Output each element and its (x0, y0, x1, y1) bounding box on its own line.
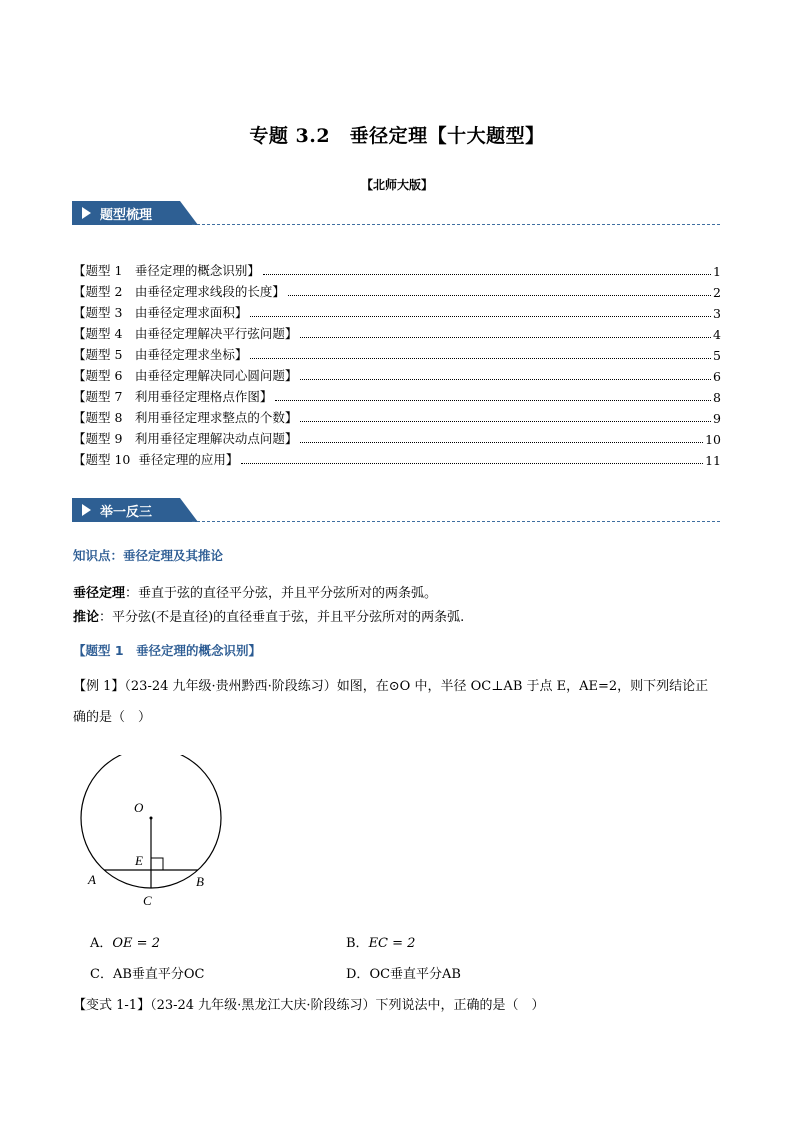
option-a-text: OE = 2 (112, 936, 160, 951)
section-overview-label: 题型梳理 (100, 208, 153, 223)
toc-row[interactable] (73, 405, 721, 426)
option-c-text: AB垂直平分OC (112, 967, 205, 982)
toc-label: 【题型 1 垂径定理的概念识别】 (73, 263, 260, 278)
toc-label: 【题型 9 利用垂径定理解决动点问题】 (73, 431, 298, 446)
option-d-text: OC垂直平分AB (369, 967, 461, 982)
toc-row[interactable] (73, 342, 721, 363)
page-title: 专题 3.2 垂径定理【十大题型】 (249, 125, 545, 147)
variant-source: （23-24 九年级·黑龙江大庆·阶段练习） (150, 998, 376, 1013)
option-b-letter: B． (346, 936, 369, 951)
toc-page-number: 5 (713, 348, 721, 363)
toc-label: 【题型 4 由垂径定理解决平行弦问题】 (73, 326, 298, 341)
edition-label: 【北师大版】 (360, 178, 433, 192)
theorem-paragraph (73, 582, 437, 601)
section-tab (72, 498, 200, 522)
section-divider (192, 224, 720, 225)
section-tab (72, 201, 200, 225)
corollary-paragraph (73, 606, 464, 625)
toc-page-number: 4 (713, 327, 721, 342)
option-c-letter: C． (90, 967, 113, 982)
toc-leader (241, 463, 703, 464)
example1-source: （23-24 九年级·贵州黔西·阶段练习） (124, 679, 337, 694)
toc-row[interactable] (73, 363, 721, 384)
toc-leader (300, 442, 703, 443)
toc-label: 【题型 10 垂径定理的应用】 (73, 452, 239, 467)
variant-tag: 【变式 1-1】 (73, 998, 151, 1013)
toc-leader (263, 274, 711, 275)
toc-row[interactable] (73, 300, 721, 321)
knowledge-point-title: 知识点：垂径定理及其推论 (73, 548, 224, 563)
option-d[interactable] (346, 963, 461, 982)
toc-label: 【题型 5 由垂径定理求坐标】 (73, 347, 248, 362)
toc-page-number: 2 (713, 285, 721, 300)
toc-row[interactable] (73, 426, 721, 447)
label-o: O (134, 800, 144, 815)
toc-leader (300, 421, 711, 422)
toc-page-number: 3 (713, 306, 721, 321)
toc-page-number: 9 (713, 411, 721, 426)
right-angle-mark (151, 858, 163, 870)
option-a-letter: A． (90, 936, 113, 951)
toc-leader (300, 379, 711, 380)
label-e: E (135, 853, 143, 868)
example1-line2: 确的是（ ） (73, 710, 152, 725)
toc-leader (250, 358, 711, 359)
option-a[interactable] (90, 932, 160, 951)
option-b-text: EC = 2 (368, 936, 416, 951)
section-practice-label: 举一反三 (100, 505, 153, 520)
toc-page-number: 10 (705, 432, 721, 447)
toc-leader (288, 295, 711, 296)
circle-figure (72, 755, 232, 915)
label-c: C (143, 893, 152, 908)
toc-label: 【题型 3 由垂径定理求面积】 (73, 305, 248, 320)
toc-row[interactable] (73, 279, 721, 300)
toc-leader (300, 337, 711, 338)
variant-text: 下列说法中，正确的是（ ） (375, 998, 545, 1013)
toc-page-number: 8 (713, 390, 721, 405)
play-arrow-icon (82, 207, 91, 219)
toc-page-number: 6 (713, 369, 721, 384)
label-b: B (196, 874, 204, 889)
theorem-text: ：垂直于弦的直径平分弦，并且平分弦所对的两条弧。 (125, 586, 438, 601)
toc-leader (250, 316, 711, 317)
table-of-contents (73, 258, 721, 468)
section-practice-bar (72, 498, 722, 522)
example1-text-line1: 如图，在⊙O 中，半径 OC⊥AB 于点 E，AE=2，则下列结论正 (336, 679, 709, 694)
toc-row[interactable] (73, 258, 721, 279)
play-arrow-icon (82, 504, 91, 516)
toc-leader (275, 400, 711, 401)
corollary-text: ：平分弦(不是直径)的直径垂直于弦，并且平分弦所对的两条弧. (99, 610, 465, 625)
variant-1-1 (73, 996, 721, 1016)
type1-heading: 【题型 1 垂径定理的概念识别】 (73, 643, 262, 658)
section-divider (192, 521, 720, 522)
toc-label: 【题型 6 由垂径定理解决同心圆问题】 (73, 368, 298, 383)
toc-label: 【题型 8 利用垂径定理求整点的个数】 (73, 410, 298, 425)
label-a: A (88, 872, 96, 887)
toc-row[interactable] (73, 321, 721, 342)
toc-row[interactable] (73, 384, 721, 405)
example1-line1 (73, 677, 721, 697)
center-point (150, 817, 153, 820)
toc-label: 【题型 7 利用垂径定理格点作图】 (73, 389, 273, 404)
toc-label: 【题型 2 由垂径定理求线段的长度】 (73, 284, 285, 299)
corollary-term: 推论 (73, 610, 100, 625)
option-c[interactable] (90, 963, 205, 982)
toc-page-number: 1 (713, 264, 721, 279)
option-d-letter: D． (346, 967, 370, 982)
theorem-term: 垂径定理 (73, 586, 126, 601)
example1-tag: 【例 1】 (73, 679, 125, 694)
toc-row[interactable] (73, 447, 721, 468)
section-overview-bar (72, 201, 722, 225)
option-b[interactable] (346, 932, 415, 951)
toc-page-number: 11 (705, 453, 721, 468)
